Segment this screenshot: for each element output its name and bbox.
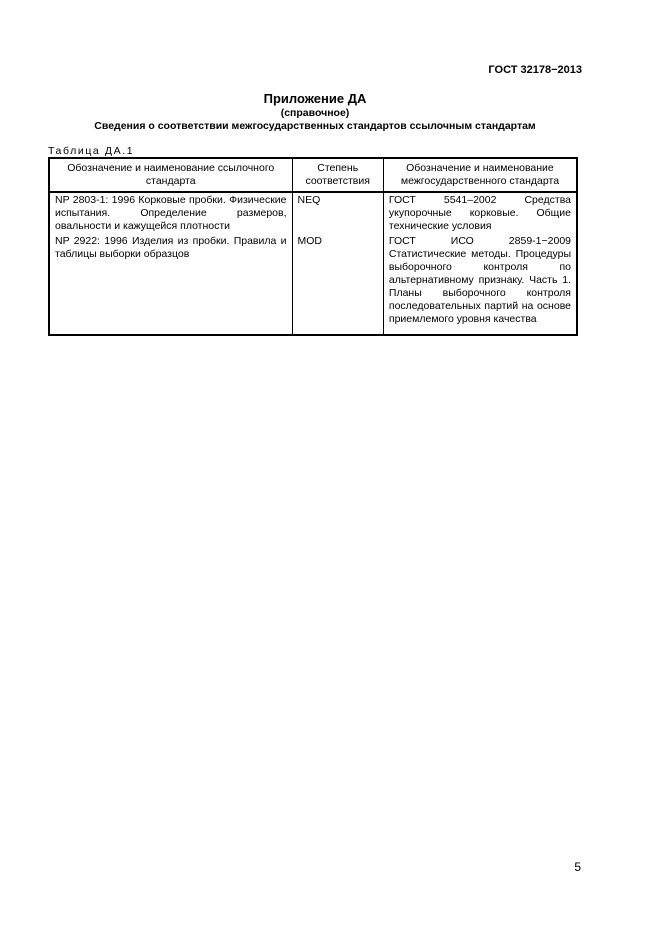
header-degree: Степень соответствия xyxy=(292,158,383,192)
appendix-title: Приложение ДА xyxy=(263,91,367,106)
header-interstate-standard: Обозначение и наименование межгосударственного стандарта xyxy=(383,158,577,192)
table-label: Таблица ДА.1 xyxy=(48,145,135,157)
table-row xyxy=(49,192,577,234)
reference-standard-cell: NP 2922: 1996 Изделия из пробки. Правила и таблицы выборки образцов xyxy=(49,234,292,335)
degree-cell: MOD xyxy=(292,234,383,335)
reference-standard-cell: NP 2803-1: 1996 Корковые пробки. Физические испытания. Определение размеров, овальности и кажущейся плотности xyxy=(49,192,292,234)
table-header-row xyxy=(49,158,577,192)
interstate-standard-cell: ГОСТ ИСО 2859-1−2009 Статистические методы. Процедуры выборочного контроля по альтернативному признаку. Часть 1. Планы выборочного контроля последовательных партий на основе приемлемого уровня качества xyxy=(383,234,577,335)
header-reference-standard: Обозначение и наименование ссылочного стандарта xyxy=(49,158,292,192)
standard-code: ГОСТ 32178−2013 xyxy=(488,64,582,76)
page-number: 5 xyxy=(574,860,581,874)
degree-cell: NEQ xyxy=(292,192,383,234)
table-row xyxy=(49,234,577,335)
appendix-subtitle: (справочное) xyxy=(280,107,350,119)
appendix-caption: Сведения о соответствии межгосударственных стандартов ссылочным стандартам xyxy=(94,120,536,132)
interstate-standard-cell: ГОСТ 5541–2002 Средства укупорочные корковые. Общие технические условия xyxy=(383,192,577,234)
correspondence-table xyxy=(48,157,578,336)
